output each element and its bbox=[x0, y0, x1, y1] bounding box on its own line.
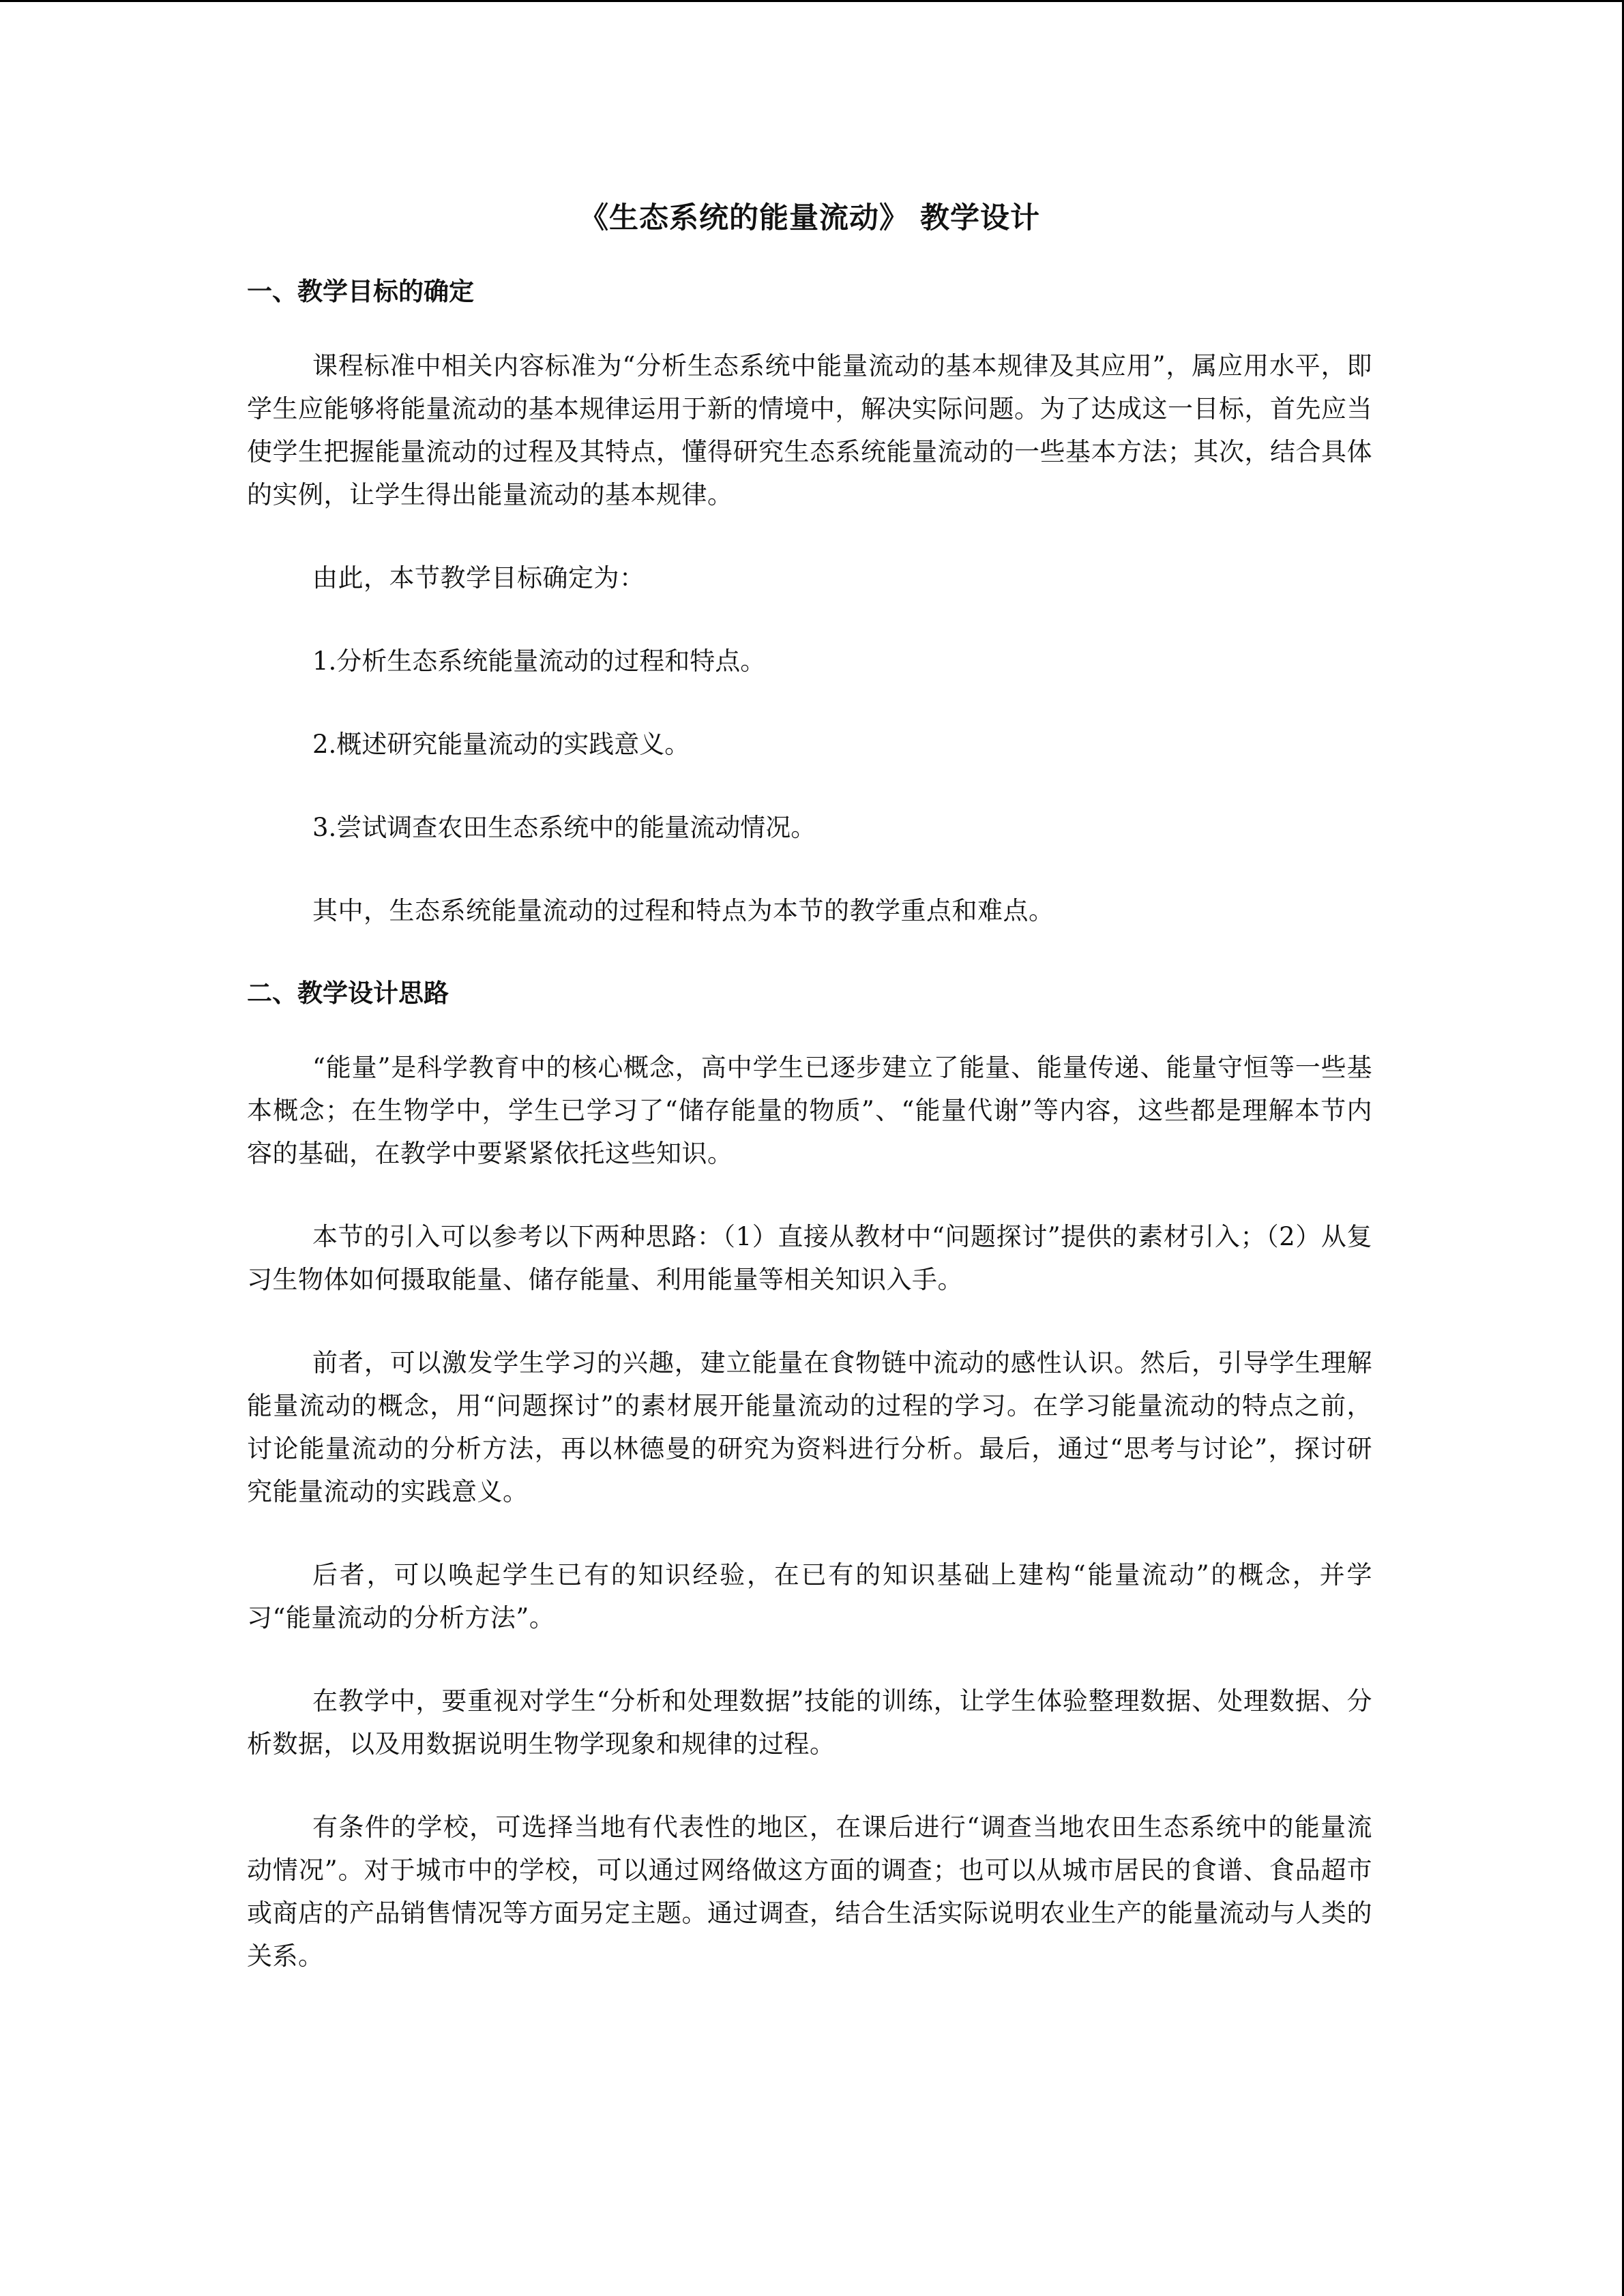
paragraph: 其中，生态系统能量流动的过程和特点为本节的教学重点和难点。 bbox=[312, 896, 1054, 925]
document-title: 《生态系统的能量流动》 教学设计 bbox=[579, 201, 1040, 235]
paragraph: “能量”是科学教育中的核心概念，高中学生已逐步建立了能量、能量传递、能量守恒等一些基本概念；在生物学中，学生已学习了“储存能量的物质”、“能量代谢”等内容，这些都是理解本节内容的基础，在教学中要紧紧依托这些知识。 bbox=[247, 1053, 1372, 1168]
paragraph: 由此，本节教学目标确定为： bbox=[312, 563, 645, 593]
objective-list-item: 2.概述研究能量流动的实践意义。 bbox=[312, 730, 690, 759]
page-border-top bbox=[0, 0, 1624, 2]
paragraph: 课程标准中相关内容标准为“分析生态系统中能量流动的基本规律及其应用”，属应用水平，即学生应能够将能量流动的基本规律运用于新的情境中，解决实际问题。为了达成这一目标，首先应当使学生把握能量流动的过程及其特点，懂得研究生态系统能量流动的一些基本方法；其次，结合具体的实例，让学生得出能量流动的基本规律。 bbox=[247, 351, 1372, 509]
section-heading-objectives: 一、教学目标的确定 bbox=[247, 277, 474, 306]
paragraph: 前者，可以激发学生学习的兴趣，建立能量在食物链中流动的感性认识。然后，引导学生理解能量流动的概念，用“问题探讨”的素材展开能量流动的过程的学习。在学习能量流动的特点之前，讨论能量流动的分析方法，再以林德曼的研究为资料进行分析。最后，通过“思考与讨论”，探讨研究能量流动的实践意义。 bbox=[247, 1348, 1372, 1506]
paragraph: 后者，可以唤起学生已有的知识经验，在已有的知识基础上建构“能量流动”的概念，并学习“能量流动的分析方法”。 bbox=[247, 1560, 1372, 1632]
section-heading-design-ideas: 二、教学设计思路 bbox=[247, 979, 449, 1008]
objective-list-item: 1.分析生态系统能量流动的过程和特点。 bbox=[312, 646, 766, 676]
document-body bbox=[247, 194, 1372, 2018]
paragraph: 本节的引入可以参考以下两种思路：（1）直接从教材中“问题探讨”提供的素材引入；（2）从复习生物体如何摄取能量、储存能量、利用能量等相关知识入手。 bbox=[247, 1222, 1372, 1294]
paragraph: 在教学中，要重视对学生“分析和处理数据”技能的训练，让学生体验整理数据、处理数据、分析数据，以及用数据说明生物学现象和规律的过程。 bbox=[247, 1686, 1372, 1759]
objective-list-item: 3.尝试调查农田生态系统中的能量流动情况。 bbox=[312, 813, 816, 842]
paragraph: 有条件的学校，可选择当地有代表性的地区，在课后进行“调查当地农田生态系统中的能量流动情况”。对于城市中的学校，可以通过网络做这方面的调查；也可以从城市居民的食谱、食品超市或商店的产品销售情况等方面另定主题。通过调查，结合生活实际说明农业生产的能量流动与人类的关系。 bbox=[247, 1813, 1372, 1971]
